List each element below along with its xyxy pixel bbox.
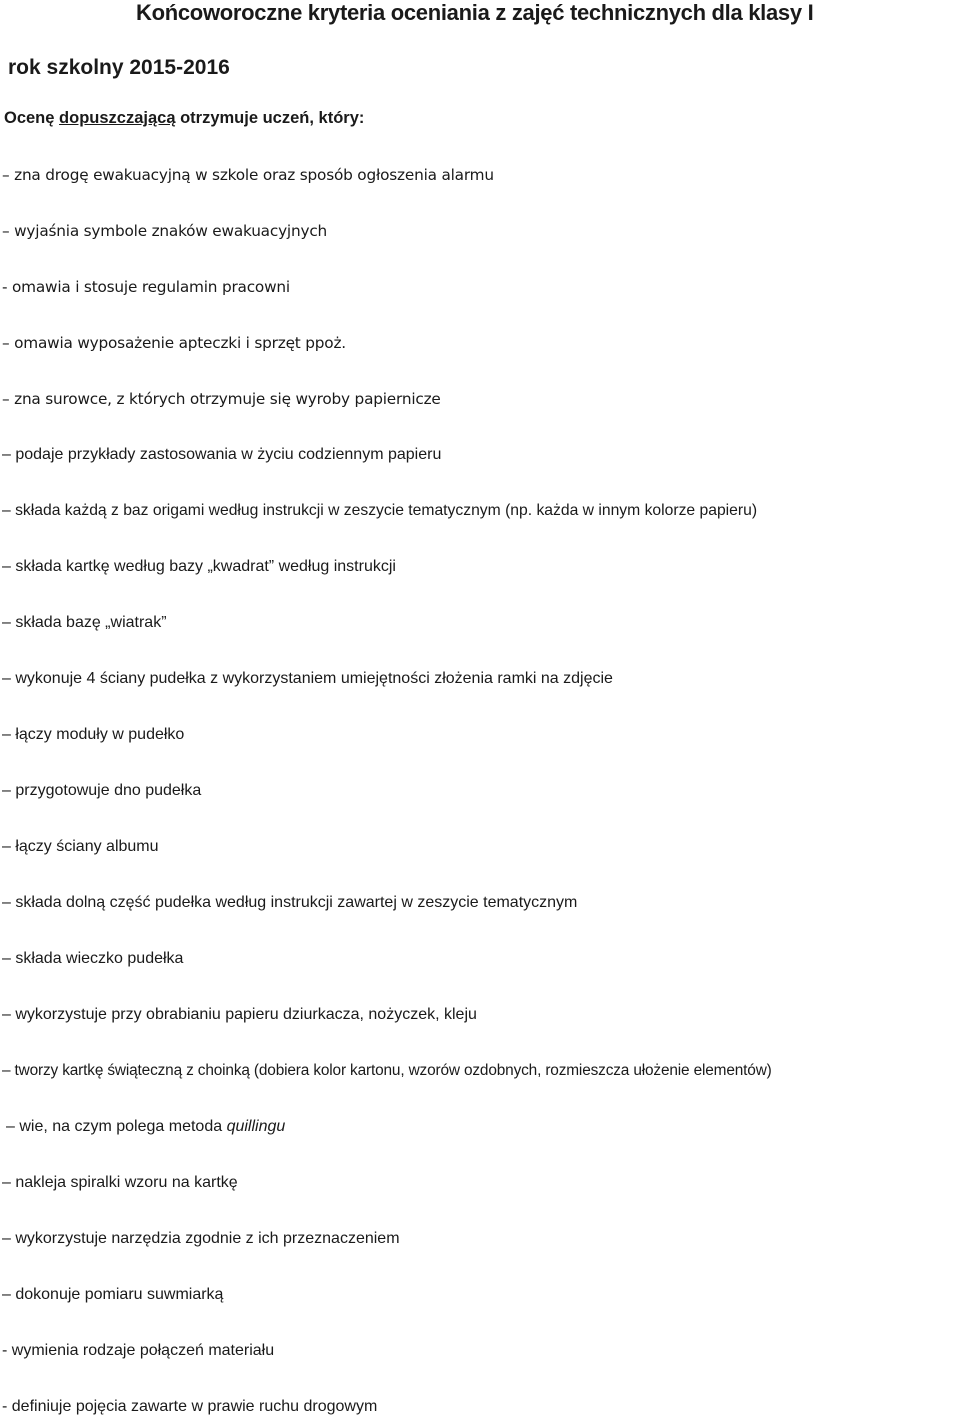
criterion-item: – dokonuje pomiaru suwmiarką [2, 1286, 224, 1303]
grade-suffix: otrzymuje uczeń, który: [175, 109, 365, 127]
criterion-item [6, 1117, 285, 1137]
criterion-item: – tworzy kartkę świąteczną z choinką (dobiera kolor kartonu, wzorów ozdobnych, rozmieszcza ułożenie elementów) [2, 1062, 772, 1079]
grade-heading [4, 109, 364, 128]
criterion-item: - wymienia rodzaje połączeń materiału [2, 1342, 275, 1359]
quilling-term: quillingu [226, 1118, 286, 1135]
criterion-item: – łączy ściany albumu [2, 838, 159, 855]
grade-word: dopuszczającą [59, 109, 176, 127]
criterion-item: – składa bazę „wiatrak” [2, 614, 167, 631]
criterion-item: – składa każdą z baz origami według instrukcji w zeszycie tematycznym (np. każda w innym kolorze papieru) [2, 502, 758, 519]
criterion-item: – nakleja spiralki wzoru na kartkę [2, 1174, 238, 1191]
criterion-item: – omawia wyposażenie apteczki i sprzęt ppoż. [2, 334, 346, 352]
criterion-item: – składa wieczko pudełka [2, 950, 184, 967]
school-year: rok szkolny 2015-2016 [8, 56, 230, 79]
document-title: Końcoworoczne kryteria oceniania z zajęć technicznych dla klasy I [136, 0, 814, 25]
criterion-item: – wyjaśnia symbole znaków ewakuacyjnych [2, 222, 328, 240]
criterion-item: – wykorzystuje przy obrabianiu papieru dziurkacza, nożyczek, kleju [2, 1006, 477, 1023]
criterion-item: – zna drogę ewakuacyjną w szkole oraz sposób ogłoszenia alarmu [2, 166, 494, 184]
grade-prefix: Ocenę [4, 109, 60, 127]
criterion-item: – zna surowce, z których otrzymuje się wyroby papiernicze [2, 390, 441, 408]
criterion-text: – wie, na czym polega metoda [6, 1118, 227, 1135]
criterion-item: – składa dolną część pudełka według instrukcji zawartej w zeszycie tematycznym [2, 894, 578, 911]
criterion-item: – przygotowuje dno pudełka [2, 782, 202, 799]
criterion-item: – łączy moduły w pudełko [2, 726, 185, 743]
criterion-item: – wykonuje 4 ściany pudełka z wykorzystaniem umiejętności złożenia ramki na zdjęcie [2, 670, 613, 687]
criterion-item: – wykorzystuje narzędzia zgodnie z ich przeznaczeniem [2, 1230, 400, 1247]
criterion-item: – składa kartkę według bazy „kwadrat” według instrukcji [2, 558, 396, 575]
criterion-item: - definiuje pojęcia zawarte w prawie ruchu drogowym [2, 1398, 378, 1415]
criterion-item: – podaje przykłady zastosowania w życiu codziennym papieru [2, 446, 442, 463]
criterion-item: - omawia i stosuje regulamin pracowni [2, 278, 290, 296]
